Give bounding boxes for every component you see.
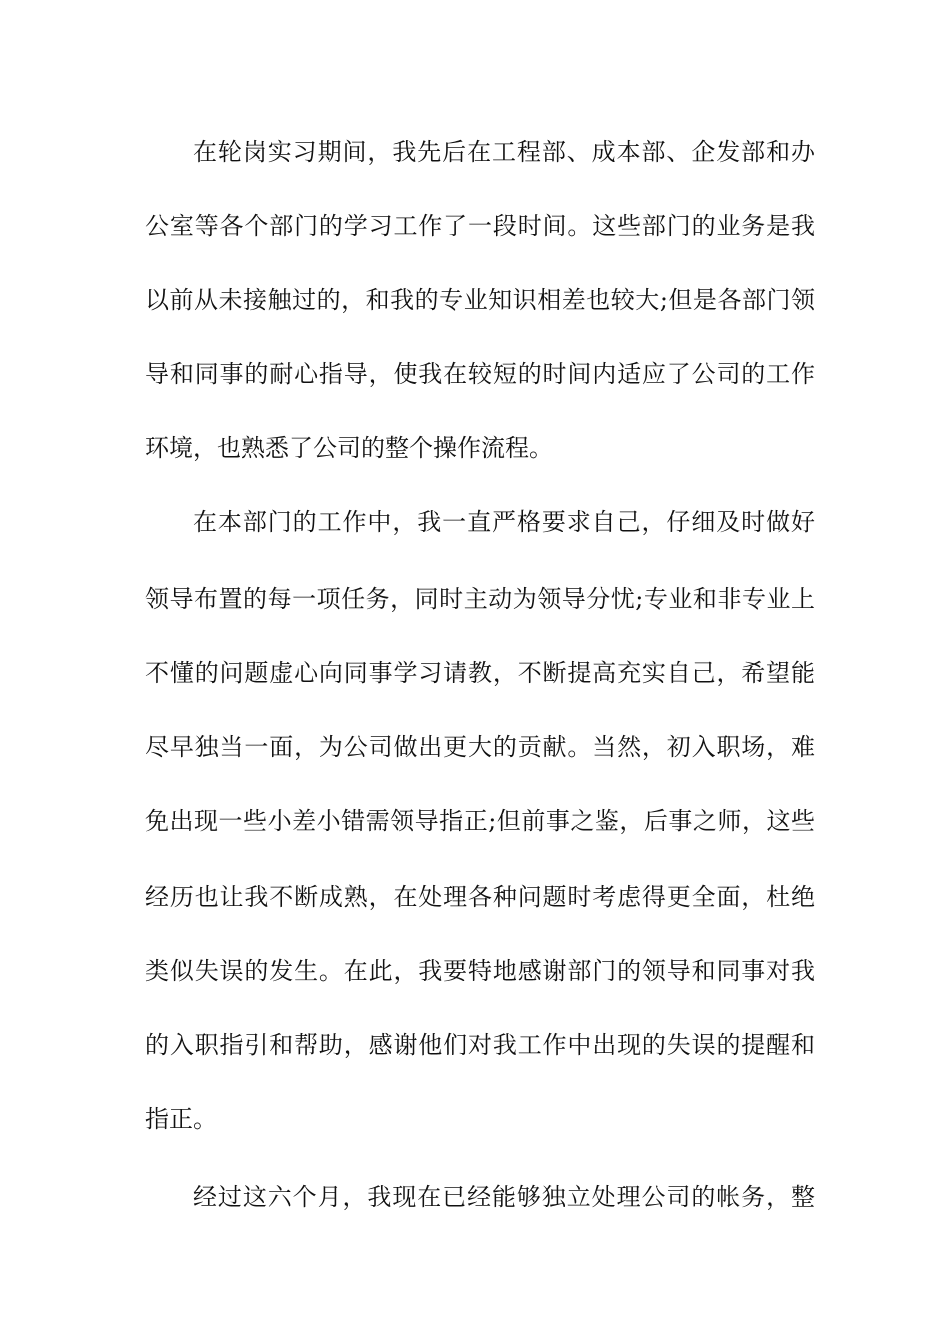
paragraph-1-line-5: 环境，也熟悉了公司的整个操作流程。 <box>145 434 553 462</box>
paragraph-2-line-8: 的入职指引和帮助，感谢他们对我工作中出现的失误的提醒和 <box>145 1031 815 1059</box>
paragraph-2-line-6: 经历也让我不断成熟，在处理各种问题时考虑得更全面，杜绝 <box>145 883 815 911</box>
paragraph-2-line-9: 指正。 <box>145 1105 217 1133</box>
paragraph-2-line-7: 类似失误的发生。在此，我要特地感谢部门的领导和同事对我 <box>145 957 815 985</box>
paragraph-2-line-4: 尽早独当一面，为公司做出更大的贡献。当然，初入职场，难 <box>145 733 815 761</box>
paragraph-3-line-1: 经过这六个月，我现在已经能够独立处理公司的帐务，整 <box>193 1183 815 1211</box>
paragraph-2-line-5: 免出现一些小差小错需领导指正;但前事之鉴，后事之师，这些 <box>145 807 815 835</box>
paragraph-1-line-4: 导和同事的耐心指导，使我在较短的时间内适应了公司的工作 <box>145 360 815 388</box>
paragraph-2-line-2: 领导布置的每一项任务，同时主动为领导分忧;专业和非专业上 <box>145 585 815 613</box>
paragraph-2-line-1: 在本部门的工作中，我一直严格要求自己，仔细及时做好 <box>193 508 815 536</box>
paragraph-1-line-1: 在轮岗实习期间，我先后在工程部、成本部、企发部和办 <box>193 138 815 166</box>
paragraph-1-line-2: 公室等各个部门的学习工作了一段时间。这些部门的业务是我 <box>145 212 815 240</box>
paragraph-2-line-3: 不懂的问题虚心向同事学习请教，不断提高充实自己，希望能 <box>145 659 815 687</box>
paragraph-1-line-3: 以前从未接触过的，和我的专业知识相差也较大;但是各部门领 <box>145 286 815 314</box>
